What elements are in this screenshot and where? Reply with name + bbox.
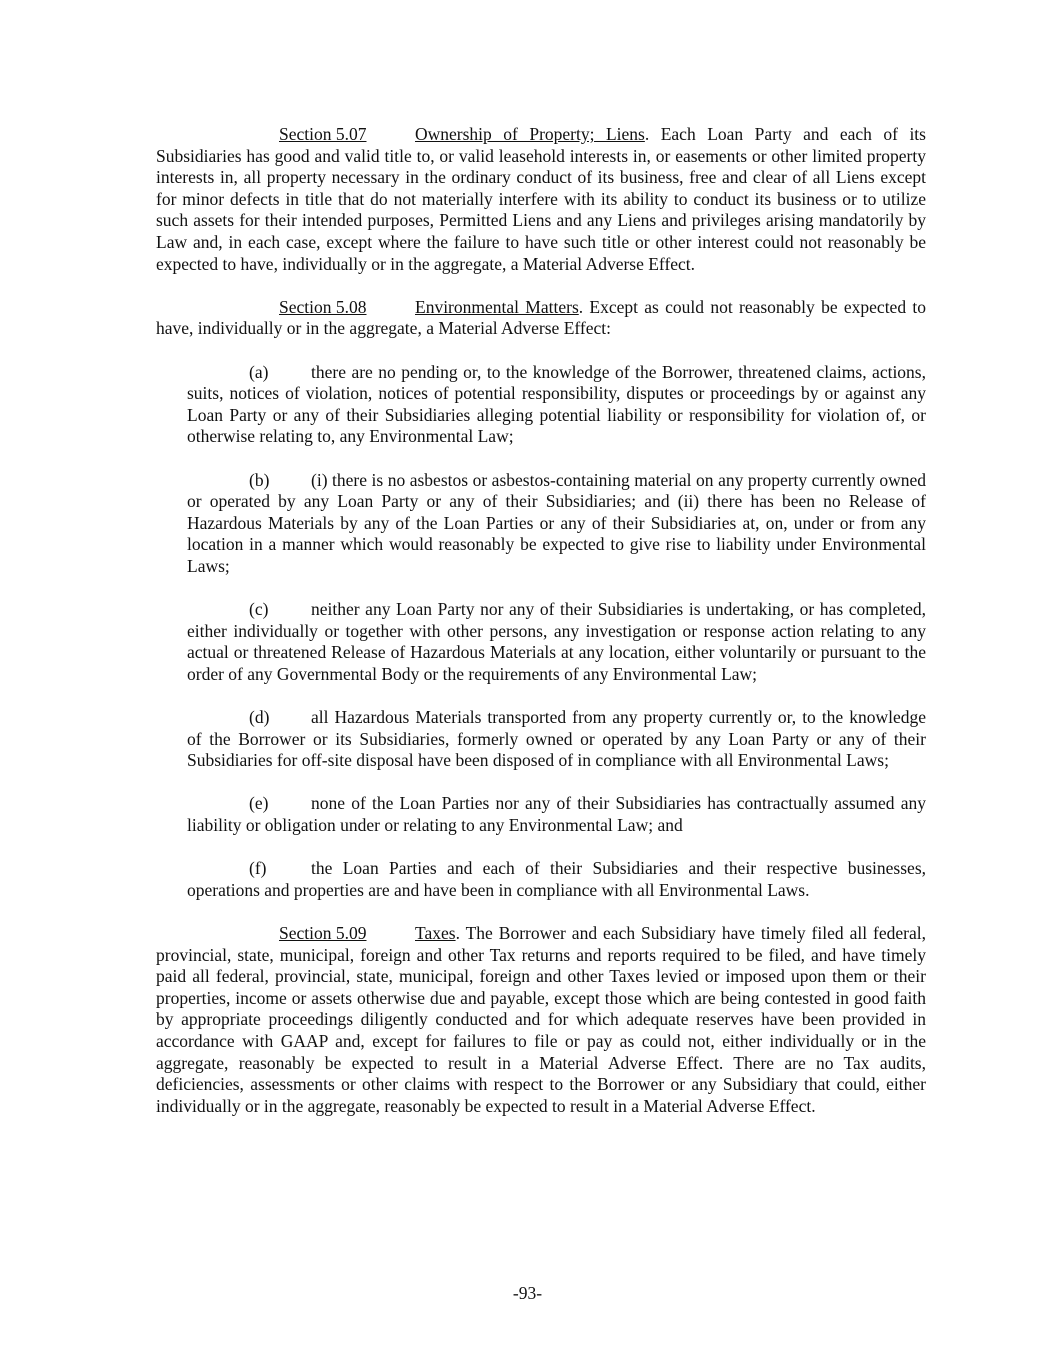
section-title: Environmental Matters [415,296,579,317]
clause-text: (i) there is no asbestos or asbestos-containing material on any property currently owned or operated by any Loan Party or any of their Subsidiaries; and (ii) there has been no Release of Hazardous Materials by any of the Loan Parties or any of their Subsidiaries at, on, under or from any location in a manner which would reasonably be expected to give rise to liability under Environmental Laws; [187,469,926,576]
clause-label: (d) [249,707,270,728]
section-number: Section 5.09 [279,922,367,943]
page-number: -93- [512,1283,543,1303]
section-body: . Each Loan Party and each of its Subsidiaries has good and valid title to, or valid leasehold interests in, or easements or other limited property interests in, all property necessary in the ordinary conduct of its business, free and clear of all Liens except for minor defects in title that do not materially interfere with its ability to conduct its business or to utilize such assets for their intended purposes, Permitted Liens and any Liens and privileges arising mandatorily by Law and, in each case, except where the failure to have such title or other interest could not reasonably be expected to have, individually or in the aggregate, a Material Adverse Effect. [156,124,926,274]
clause-text: neither any Loan Party nor any of their Subsidiaries is undertaking, or has completed, either individually or together with other persons, any investigation or response action relating to any actual or threatened Release of Hazardous Materials at any location, either voluntarily or pursuant to the order of any Governmental Body or the requirements of any Environmental Law; [187,599,926,684]
clause-label: (f) [249,858,267,879]
clause-label: (c) [249,599,269,620]
section-number: Section 5.07 [279,124,367,144]
section-5-08 [156,297,926,340]
section-5-09 [156,923,926,1117]
clause-a [187,362,926,448]
clause-text: the Loan Parties and each of their Subsidiaries and their respective businesses, operations and properties are and have been in compliance with all Environmental Laws. [187,858,926,900]
clause-label: (e) [249,793,269,814]
section-title: Ownership of Property; Liens [415,124,645,144]
section-body: . Except as could not reasonably be expected to have, individually or in the aggregate, a Material Adverse Effect: [156,296,926,339]
clause-b [187,470,926,578]
clause-text: all Hazardous Materials transported from any property currently or, to the knowledge of the Borrower or its Subsidiaries, formerly owned or operated by any Loan Party or any of their Subsidiaries for off-site disposal have been disposed of in compliance with all Environmental Laws; [187,707,926,771]
clause-label: (a) [249,361,269,382]
document-page [156,124,926,1117]
section-title: Taxes [415,922,456,943]
clause-f [187,858,926,901]
section-5-07 [156,124,926,275]
clause-d [187,707,926,772]
section-body: . The Borrower and each Subsidiary have timely filed all federal, provincial, state, municipal, foreign and other Tax returns and reports required to be filed, and have timely paid all federal, provincial, state, municipal, foreign and other Taxes levied or imposed upon them or their properties, income or assets otherwise due and payable, except those which are being contested in good faith by appropriate proceedings diligently conducted and for which adequate reserves have been provided in accordance with GAAP and, except for failures to file or pay as could not, either individually or in the aggregate, reasonably be expected to result in a Material Adverse Effect. There are no Tax audits, deficiencies, assessments or other claims with respect to the Borrower or any Subsidiary that could, either individually or in the aggregate, reasonably be expected to result in a Material Adverse Effect. [156,922,926,1116]
section-number: Section 5.08 [279,296,367,317]
clause-text: there are no pending or, to the knowledge of the Borrower, threatened claims, actions, suits, notices of violation, notices of potential responsibility, disputes or proceedings by or against any Loan Party or any of their Subsidiaries alleging potential liability or responsibility for violation of, or otherwise relating to, any Environmental Law; [187,361,926,447]
clause-c [187,599,926,685]
clause-e [187,793,926,836]
clause-label: (b) [249,469,270,490]
clause-text: none of the Loan Parties nor any of their Subsidiaries has contractually assumed any liability or obligation under or relating to any Environmental Law; and [187,793,926,835]
